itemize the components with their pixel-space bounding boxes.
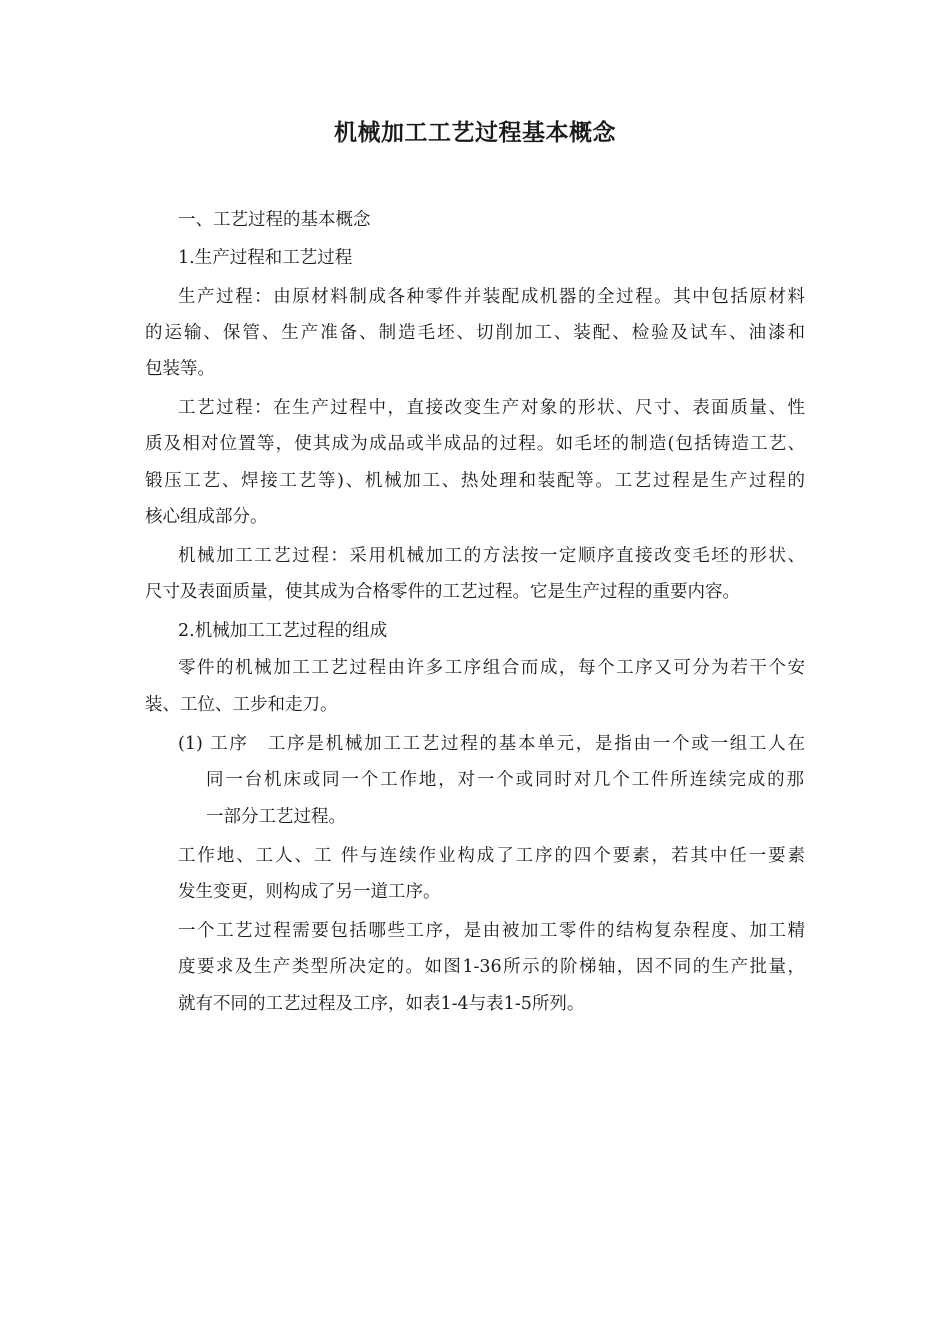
subsection-heading: 1.生产过程和工艺过程 [178, 248, 353, 268]
paragraph-line: 核心组成部分。 [145, 507, 268, 527]
paragraph-line: 装、工位、工步和走刀。 [145, 695, 338, 715]
paragraph-line: 包装等。 [145, 359, 215, 379]
list-item-line: (1) 工序 工序是机械加工工艺过程的基本单元，是指由一个或一组工人在 [178, 734, 805, 754]
list-item-line: 一部分工艺过程。 [206, 807, 346, 827]
document-title: 机械加工工艺过程基本概念 [334, 120, 616, 146]
paragraph-line: 质及相对位置等，使其成为成品或半成品的过程。如毛坯的制造(包括铸造工艺、 [145, 434, 805, 454]
paragraph-line: 度要求及生产类型所决定的。如图1-36所示的阶梯轴，因不同的生产批量， [178, 957, 805, 977]
paragraph-line: 就有不同的工艺过程及工序，如表1-4与表1-5所列。 [178, 994, 585, 1014]
paragraph-line: 一个工艺过程需要包括哪些工序，是由被加工零件的结构复杂程度、加工精 [178, 921, 805, 941]
paragraph-line: 工作地、工人、工 件与连续作业构成了工序的四个要素，若其中任一要素 [178, 846, 805, 866]
paragraph-line: 机械加工工艺过程：采用机械加工的方法按一定顺序直接改变毛坯的形状、 [178, 546, 805, 566]
paragraph-line: 尺寸及表面质量，使其成为合格零件的工艺过程。它是生产过程的重要内容。 [145, 582, 740, 602]
paragraph-line: 零件的机械加工工艺过程由许多工序组合而成，每个工序又可分为若干个安 [178, 658, 805, 678]
paragraph-line: 工艺过程：在生产过程中，直接改变生产对象的形状、尺寸、表面质量、性 [178, 398, 805, 418]
paragraph-line: 发生变更，则构成了另一道工序。 [178, 882, 441, 902]
section-heading: 一、工艺过程的基本概念 [178, 210, 371, 230]
paragraph-line: 的运输、保管、生产准备、制造毛坯、切削加工、装配、检验及试车、油漆和 [145, 323, 805, 343]
paragraph-line: 锻压工艺、焊接工艺等)、机械加工、热处理和装配等。工艺过程是生产过程的 [145, 471, 805, 491]
paragraph-line: 生产过程：由原材料制成各种零件并装配成机器的全过程。其中包括原材料 [178, 287, 805, 307]
subsection-heading: 2.机械加工工艺过程的组成 [178, 621, 388, 641]
list-item-line: 同一台机床或同一个工作地，对一个或同时对几个工件所连续完成的那 [206, 770, 804, 790]
